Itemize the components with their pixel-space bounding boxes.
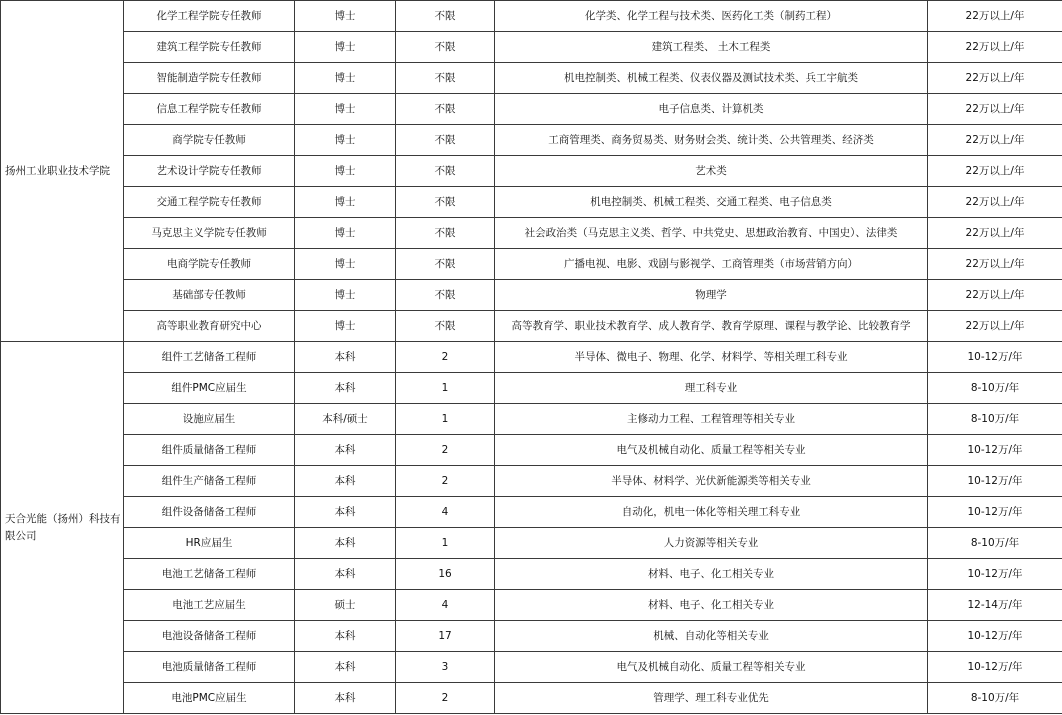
education-cell: 博士 — [295, 249, 396, 280]
position-cell: 基础部专任教师 — [124, 280, 295, 311]
education-cell: 博士 — [295, 156, 396, 187]
table-row — [1, 218, 1062, 249]
education-cell: 博士 — [295, 311, 396, 342]
salary-cell: 8-10万/年 — [928, 404, 1062, 435]
table-row — [1, 1, 1062, 32]
employer-cell: 天合光能（扬州）科技有限公司 — [1, 342, 124, 714]
major-cell: 材料、电子、化工相关专业 — [495, 590, 928, 621]
position-cell: 电商学院专任教师 — [124, 249, 295, 280]
count-cell: 1 — [396, 373, 495, 404]
table-row — [1, 590, 1062, 621]
position-cell: 商学院专任教师 — [124, 125, 295, 156]
count-cell: 1 — [396, 528, 495, 559]
count-cell: 不限 — [396, 32, 495, 63]
table-row — [1, 373, 1062, 404]
count-cell: 不限 — [396, 63, 495, 94]
count-cell: 不限 — [396, 249, 495, 280]
major-cell: 建筑工程类、 土木工程类 — [495, 32, 928, 63]
count-cell: 不限 — [396, 156, 495, 187]
salary-cell: 22万以上/年 — [928, 125, 1062, 156]
salary-cell: 10-12万/年 — [928, 466, 1062, 497]
position-cell: 设施应届生 — [124, 404, 295, 435]
salary-cell: 22万以上/年 — [928, 32, 1062, 63]
position-cell: 电池PMC应届生 — [124, 683, 295, 714]
salary-cell: 10-12万/年 — [928, 342, 1062, 373]
count-cell: 不限 — [396, 1, 495, 32]
count-cell: 3 — [396, 652, 495, 683]
table-row — [1, 94, 1062, 125]
count-cell: 不限 — [396, 280, 495, 311]
count-cell: 不限 — [396, 94, 495, 125]
education-cell: 博士 — [295, 125, 396, 156]
position-cell: HR应届生 — [124, 528, 295, 559]
salary-cell: 22万以上/年 — [928, 1, 1062, 32]
major-cell: 社会政治类（马克思主义类、哲学、中共党史、思想政治教育、中国史）、法律类 — [495, 218, 928, 249]
education-cell: 博士 — [295, 187, 396, 218]
table-row — [1, 528, 1062, 559]
count-cell: 2 — [396, 435, 495, 466]
major-cell: 理工科专业 — [495, 373, 928, 404]
table-row — [1, 652, 1062, 683]
education-cell: 博士 — [295, 32, 396, 63]
count-cell: 不限 — [396, 125, 495, 156]
major-cell: 电气及机械自动化、质量工程等相关专业 — [495, 435, 928, 466]
position-cell: 组件PMC应届生 — [124, 373, 295, 404]
major-cell: 广播电视、电影、戏剧与影视学、工商管理类（市场营销方向） — [495, 249, 928, 280]
position-cell: 组件工艺储备工程师 — [124, 342, 295, 373]
salary-cell: 22万以上/年 — [928, 311, 1062, 342]
education-cell: 博士 — [295, 94, 396, 125]
salary-cell: 10-12万/年 — [928, 559, 1062, 590]
position-cell: 智能制造学院专任教师 — [124, 63, 295, 94]
education-cell: 本科 — [295, 683, 396, 714]
position-cell: 组件质量储备工程师 — [124, 435, 295, 466]
position-cell: 电池质量储备工程师 — [124, 652, 295, 683]
major-cell: 高等教育学、职业技术教育学、成人教育学、教育学原理、课程与教学论、比较教育学 — [495, 311, 928, 342]
major-cell: 化学类、化学工程与技术类、医药化工类（制药工程） — [495, 1, 928, 32]
major-cell: 物理学 — [495, 280, 928, 311]
salary-cell: 10-12万/年 — [928, 435, 1062, 466]
position-cell: 化学工程学院专任教师 — [124, 1, 295, 32]
table-row — [1, 497, 1062, 528]
count-cell: 不限 — [396, 311, 495, 342]
education-cell: 本科 — [295, 621, 396, 652]
education-cell: 博士 — [295, 218, 396, 249]
salary-cell: 22万以上/年 — [928, 63, 1062, 94]
count-cell: 4 — [396, 497, 495, 528]
table-row — [1, 342, 1062, 373]
count-cell: 不限 — [396, 218, 495, 249]
major-cell: 机电控制类、机械工程类、交通工程类、电子信息类 — [495, 187, 928, 218]
education-cell: 本科 — [295, 652, 396, 683]
education-cell: 博士 — [295, 280, 396, 311]
table-row — [1, 559, 1062, 590]
education-cell: 硕士 — [295, 590, 396, 621]
table-row — [1, 156, 1062, 187]
education-cell: 本科 — [295, 466, 396, 497]
salary-cell: 22万以上/年 — [928, 94, 1062, 125]
salary-cell: 8-10万/年 — [928, 373, 1062, 404]
education-cell: 博士 — [295, 1, 396, 32]
position-cell: 艺术设计学院专任教师 — [124, 156, 295, 187]
position-cell: 电池工艺应届生 — [124, 590, 295, 621]
major-cell: 半导体、材料学、光伏新能源类等相关专业 — [495, 466, 928, 497]
education-cell: 本科 — [295, 559, 396, 590]
salary-cell: 12-14万/年 — [928, 590, 1062, 621]
education-cell: 博士 — [295, 63, 396, 94]
education-cell: 本科 — [295, 528, 396, 559]
position-cell: 建筑工程学院专任教师 — [124, 32, 295, 63]
position-cell: 信息工程学院专任教师 — [124, 94, 295, 125]
education-cell: 本科 — [295, 497, 396, 528]
salary-cell: 8-10万/年 — [928, 683, 1062, 714]
education-cell: 本科 — [295, 435, 396, 466]
table-row — [1, 404, 1062, 435]
table-row — [1, 683, 1062, 714]
salary-cell: 22万以上/年 — [928, 218, 1062, 249]
major-cell: 自动化，机电一体化等相关理工科专业 — [495, 497, 928, 528]
table-row — [1, 249, 1062, 280]
position-cell: 高等职业教育研究中心 — [124, 311, 295, 342]
education-cell: 本科 — [295, 373, 396, 404]
position-cell: 电池设备储备工程师 — [124, 621, 295, 652]
major-cell: 电气及机械自动化、质量工程等相关专业 — [495, 652, 928, 683]
table-row — [1, 32, 1062, 63]
count-cell: 16 — [396, 559, 495, 590]
table-row — [1, 187, 1062, 218]
major-cell: 艺术类 — [495, 156, 928, 187]
education-cell: 本科 — [295, 342, 396, 373]
table-row — [1, 63, 1062, 94]
salary-cell: 22万以上/年 — [928, 249, 1062, 280]
table-row — [1, 125, 1062, 156]
major-cell: 机电控制类、机械工程类、仪表仪器及测试技术类、兵工宇航类 — [495, 63, 928, 94]
salary-cell: 10-12万/年 — [928, 497, 1062, 528]
table-row — [1, 280, 1062, 311]
major-cell: 机械、自动化等相关专业 — [495, 621, 928, 652]
salary-cell: 22万以上/年 — [928, 156, 1062, 187]
table-row — [1, 311, 1062, 342]
table-row — [1, 466, 1062, 497]
table-row — [1, 621, 1062, 652]
position-cell: 组件生产储备工程师 — [124, 466, 295, 497]
major-cell: 材料、电子、化工相关专业 — [495, 559, 928, 590]
position-cell: 组件设备储备工程师 — [124, 497, 295, 528]
major-cell: 主修动力工程、工程管理等相关专业 — [495, 404, 928, 435]
count-cell: 17 — [396, 621, 495, 652]
position-cell: 马克思主义学院专任教师 — [124, 218, 295, 249]
salary-cell: 22万以上/年 — [928, 280, 1062, 311]
major-cell: 管理学、理工科专业优先 — [495, 683, 928, 714]
major-cell: 人力资源等相关专业 — [495, 528, 928, 559]
table-row — [1, 435, 1062, 466]
salary-cell: 10-12万/年 — [928, 621, 1062, 652]
education-cell: 本科/硕士 — [295, 404, 396, 435]
count-cell: 4 — [396, 590, 495, 621]
position-cell: 交通工程学院专任教师 — [124, 187, 295, 218]
count-cell: 2 — [396, 466, 495, 497]
major-cell: 半导体、微电子、物理、化学、材料学、等相关理工科专业 — [495, 342, 928, 373]
count-cell: 2 — [396, 683, 495, 714]
count-cell: 不限 — [396, 187, 495, 218]
position-cell: 电池工艺储备工程师 — [124, 559, 295, 590]
major-cell: 工商管理类、商务贸易类、财务财会类、统计类、公共管理类、经济类 — [495, 125, 928, 156]
count-cell: 1 — [396, 404, 495, 435]
salary-cell: 22万以上/年 — [928, 187, 1062, 218]
salary-cell: 8-10万/年 — [928, 528, 1062, 559]
salary-cell: 10-12万/年 — [928, 652, 1062, 683]
major-cell: 电子信息类、计算机类 — [495, 94, 928, 125]
employer-cell: 扬州工业职业技术学院 — [1, 1, 124, 342]
count-cell: 2 — [396, 342, 495, 373]
